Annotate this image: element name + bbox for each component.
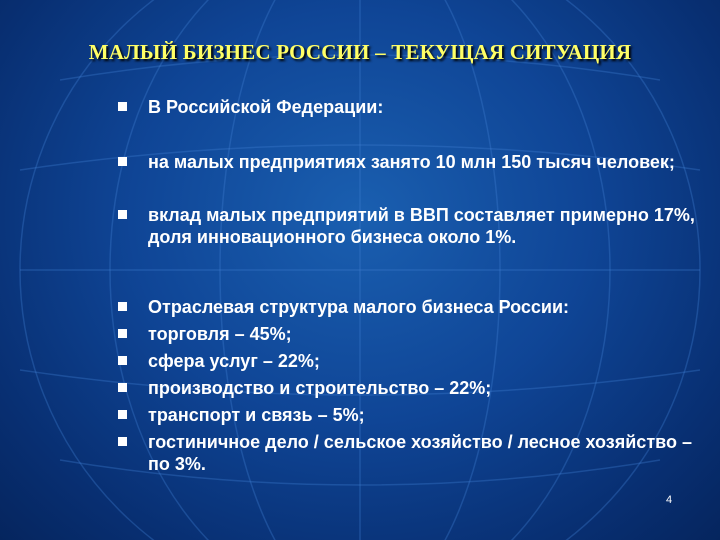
bullet-item	[118, 96, 708, 118]
bullet-square-icon	[118, 437, 127, 446]
bullet-text: сфера услуг – 22%;	[148, 351, 320, 371]
bullet-text: Отраслевая структура малого бизнеса России:	[148, 297, 570, 317]
bullet-text: гостиничное дело / сельское хозяйство / лесное хозяйство – по 3%.	[148, 432, 692, 474]
bullet-item	[118, 377, 708, 399]
slide-title: МАЛЫЙ БИЗНЕС РОССИИ – ТЕКУЩАЯ СИТУАЦИЯ	[88, 40, 632, 64]
bullet-text: вклад малых предприятий в ВВП составляет примерно 17%, доля инновационного бизнеса около 1%.	[148, 205, 695, 247]
bullet-text: торговля – 45%;	[148, 324, 292, 344]
bullet-item	[118, 404, 708, 426]
bullet-item	[118, 151, 708, 173]
bullet-item	[118, 296, 708, 318]
bullet-item	[118, 350, 708, 372]
bullet-item	[118, 323, 708, 345]
bullet-text: транспорт и связь – 5%;	[148, 405, 365, 425]
bullet-square-icon	[118, 210, 127, 219]
bullet-square-icon	[118, 102, 127, 111]
bullet-text: на малых предприятиях занято 10 млн 150 тысяч человек;	[148, 152, 675, 172]
bullet-item	[118, 431, 708, 475]
bullet-square-icon	[118, 410, 127, 419]
bullet-text: производство и строительство – 22%;	[148, 378, 492, 398]
page-number: 4	[666, 494, 673, 506]
bullet-square-icon	[118, 329, 127, 338]
bullet-square-icon	[118, 302, 127, 311]
bullet-text: В Российской Федерации:	[148, 97, 384, 117]
bullet-square-icon	[118, 157, 127, 166]
bullet-square-icon	[118, 356, 127, 365]
bullet-square-icon	[118, 383, 127, 392]
bullet-item	[118, 204, 708, 248]
